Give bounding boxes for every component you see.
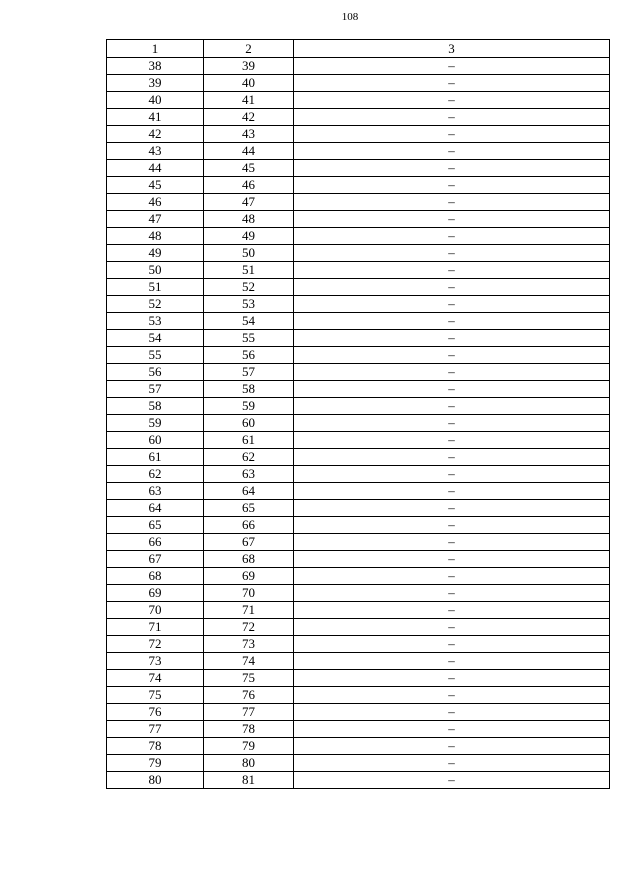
table-cell-col-1: 64 (107, 500, 204, 517)
table-row (107, 177, 610, 194)
table-cell-col-1: 52 (107, 296, 204, 313)
table-cell-col-3: – (294, 602, 610, 619)
table-cell-col-3: – (294, 398, 610, 415)
table-cell-col-3: – (294, 738, 610, 755)
table-cell-col-3: – (294, 534, 610, 551)
header-cell-3: 3 (294, 40, 610, 58)
table-cell-col-2: 73 (204, 636, 294, 653)
table-cell-col-3: – (294, 279, 610, 296)
table-cell-col-3: – (294, 58, 610, 75)
table-cell-col-3: – (294, 143, 610, 160)
table-row (107, 211, 610, 228)
table-row (107, 483, 610, 500)
table-cell-col-1: 69 (107, 585, 204, 602)
table-cell-col-2: 81 (204, 772, 294, 789)
table-cell-col-3: – (294, 721, 610, 738)
table-cell-col-2: 51 (204, 262, 294, 279)
header-cell-2: 2 (204, 40, 294, 58)
table-cell-col-1: 70 (107, 602, 204, 619)
table-cell-col-1: 80 (107, 772, 204, 789)
table-cell-col-3: – (294, 381, 610, 398)
table-row (107, 92, 610, 109)
table-cell-col-3: – (294, 75, 610, 92)
table-cell-col-2: 68 (204, 551, 294, 568)
table-cell-col-2: 47 (204, 194, 294, 211)
table-cell-col-3: – (294, 109, 610, 126)
table-cell-col-3: – (294, 262, 610, 279)
data-table (106, 39, 610, 789)
table-row (107, 449, 610, 466)
table-cell-col-2: 44 (204, 143, 294, 160)
table-cell-col-2: 45 (204, 160, 294, 177)
table-cell-col-3: – (294, 704, 610, 721)
table-cell-col-2: 48 (204, 211, 294, 228)
table-cell-col-3: – (294, 228, 610, 245)
table-row (107, 619, 610, 636)
table-cell-col-3: – (294, 551, 610, 568)
table-row (107, 602, 610, 619)
table-cell-col-2: 60 (204, 415, 294, 432)
table-cell-col-2: 39 (204, 58, 294, 75)
table-row (107, 160, 610, 177)
table-cell-col-1: 77 (107, 721, 204, 738)
table-cell-col-2: 76 (204, 687, 294, 704)
table-cell-col-3: – (294, 177, 610, 194)
table-cell-col-2: 56 (204, 347, 294, 364)
table-cell-col-2: 64 (204, 483, 294, 500)
table-cell-col-3: – (294, 755, 610, 772)
table-row (107, 126, 610, 143)
table-cell-col-2: 52 (204, 279, 294, 296)
table-body (107, 40, 610, 789)
table-cell-col-2: 42 (204, 109, 294, 126)
table-cell-col-2: 75 (204, 670, 294, 687)
table-cell-col-1: 67 (107, 551, 204, 568)
table-cell-col-1: 47 (107, 211, 204, 228)
table-row (107, 330, 610, 347)
table-row (107, 653, 610, 670)
table-cell-col-2: 62 (204, 449, 294, 466)
table-row (107, 75, 610, 92)
table-cell-col-1: 61 (107, 449, 204, 466)
table-cell-col-3: – (294, 211, 610, 228)
table-cell-col-3: – (294, 653, 610, 670)
table-cell-col-1: 72 (107, 636, 204, 653)
table-cell-col-2: 65 (204, 500, 294, 517)
table-cell-col-3: – (294, 636, 610, 653)
table-cell-col-1: 71 (107, 619, 204, 636)
table-cell-col-1: 41 (107, 109, 204, 126)
table-row (107, 398, 610, 415)
table-cell-col-1: 42 (107, 126, 204, 143)
table-cell-col-1: 46 (107, 194, 204, 211)
table-cell-col-1: 55 (107, 347, 204, 364)
table-cell-col-1: 49 (107, 245, 204, 262)
table-cell-col-2: 49 (204, 228, 294, 245)
table-cell-col-3: – (294, 670, 610, 687)
table-cell-col-1: 51 (107, 279, 204, 296)
table-row (107, 551, 610, 568)
table-cell-col-1: 62 (107, 466, 204, 483)
table-cell-col-2: 59 (204, 398, 294, 415)
table-cell-col-2: 57 (204, 364, 294, 381)
table-cell-col-1: 45 (107, 177, 204, 194)
table-cell-col-1: 53 (107, 313, 204, 330)
table-cell-col-1: 75 (107, 687, 204, 704)
table-row (107, 296, 610, 313)
table-header-row (107, 40, 610, 58)
table-row (107, 245, 610, 262)
table-row (107, 704, 610, 721)
table-cell-col-1: 74 (107, 670, 204, 687)
table-row (107, 58, 610, 75)
table-cell-col-3: – (294, 517, 610, 534)
table-cell-col-3: – (294, 415, 610, 432)
table-cell-col-2: 67 (204, 534, 294, 551)
table-cell-col-3: – (294, 449, 610, 466)
table-cell-col-2: 70 (204, 585, 294, 602)
table-cell-col-1: 63 (107, 483, 204, 500)
page-number: 108 (341, 11, 359, 23)
table-row (107, 381, 610, 398)
table-cell-col-1: 78 (107, 738, 204, 755)
table-row (107, 772, 610, 789)
table-cell-col-3: – (294, 296, 610, 313)
table-cell-col-3: – (294, 500, 610, 517)
table-cell-col-3: – (294, 347, 610, 364)
table-cell-col-1: 50 (107, 262, 204, 279)
table-row (107, 755, 610, 772)
table-row (107, 738, 610, 755)
table-cell-col-3: – (294, 687, 610, 704)
table-cell-col-1: 60 (107, 432, 204, 449)
table-row (107, 143, 610, 160)
table-cell-col-2: 80 (204, 755, 294, 772)
table-row (107, 262, 610, 279)
table-cell-col-1: 79 (107, 755, 204, 772)
table-cell-col-3: – (294, 568, 610, 585)
table-cell-col-3: – (294, 466, 610, 483)
table-row (107, 364, 610, 381)
table-cell-col-1: 38 (107, 58, 204, 75)
table-cell-col-3: – (294, 92, 610, 109)
table-cell-col-3: – (294, 160, 610, 177)
table-cell-col-1: 54 (107, 330, 204, 347)
table-cell-col-1: 59 (107, 415, 204, 432)
table-cell-col-3: – (294, 364, 610, 381)
table-cell-col-3: – (294, 245, 610, 262)
table-row (107, 670, 610, 687)
table-row (107, 636, 610, 653)
table-cell-col-3: – (294, 313, 610, 330)
table-cell-col-1: 48 (107, 228, 204, 245)
table-cell-col-1: 76 (107, 704, 204, 721)
table-cell-col-2: 71 (204, 602, 294, 619)
table-row (107, 466, 610, 483)
table-cell-col-2: 79 (204, 738, 294, 755)
table-cell-col-1: 73 (107, 653, 204, 670)
table-cell-col-1: 58 (107, 398, 204, 415)
table-row (107, 194, 610, 211)
table-cell-col-2: 43 (204, 126, 294, 143)
table-cell-col-2: 72 (204, 619, 294, 636)
table-row (107, 534, 610, 551)
table-row (107, 500, 610, 517)
table-cell-col-3: – (294, 194, 610, 211)
table-cell-col-2: 61 (204, 432, 294, 449)
table-cell-col-2: 54 (204, 313, 294, 330)
table-cell-col-2: 66 (204, 517, 294, 534)
table-row (107, 228, 610, 245)
table-cell-col-1: 39 (107, 75, 204, 92)
table-row (107, 347, 610, 364)
header-cell-1: 1 (107, 40, 204, 58)
table-cell-col-3: – (294, 126, 610, 143)
table-cell-col-2: 63 (204, 466, 294, 483)
table-row (107, 432, 610, 449)
table-cell-col-3: – (294, 330, 610, 347)
table-cell-col-2: 74 (204, 653, 294, 670)
table-row (107, 313, 610, 330)
table-cell-col-2: 40 (204, 75, 294, 92)
table-cell-col-2: 50 (204, 245, 294, 262)
table-cell-col-1: 65 (107, 517, 204, 534)
table-row (107, 721, 610, 738)
table-cell-col-2: 53 (204, 296, 294, 313)
table-row (107, 687, 610, 704)
table-cell-col-2: 77 (204, 704, 294, 721)
table-cell-col-1: 68 (107, 568, 204, 585)
table-row (107, 568, 610, 585)
table-cell-col-2: 41 (204, 92, 294, 109)
table-cell-col-2: 78 (204, 721, 294, 738)
table-cell-col-1: 43 (107, 143, 204, 160)
table-cell-col-2: 55 (204, 330, 294, 347)
table-row (107, 109, 610, 126)
table-cell-col-3: – (294, 619, 610, 636)
table-cell-col-3: – (294, 483, 610, 500)
table-cell-col-1: 44 (107, 160, 204, 177)
table-cell-col-3: – (294, 432, 610, 449)
table-cell-col-3: – (294, 585, 610, 602)
table-cell-col-1: 56 (107, 364, 204, 381)
table-cell-col-1: 66 (107, 534, 204, 551)
table-cell-col-1: 57 (107, 381, 204, 398)
table-cell-col-2: 58 (204, 381, 294, 398)
table-cell-col-2: 46 (204, 177, 294, 194)
table-cell-col-3: – (294, 772, 610, 789)
table-row (107, 415, 610, 432)
table-row (107, 517, 610, 534)
table-cell-col-2: 69 (204, 568, 294, 585)
table-cell-col-1: 40 (107, 92, 204, 109)
table-row (107, 585, 610, 602)
table-row (107, 279, 610, 296)
